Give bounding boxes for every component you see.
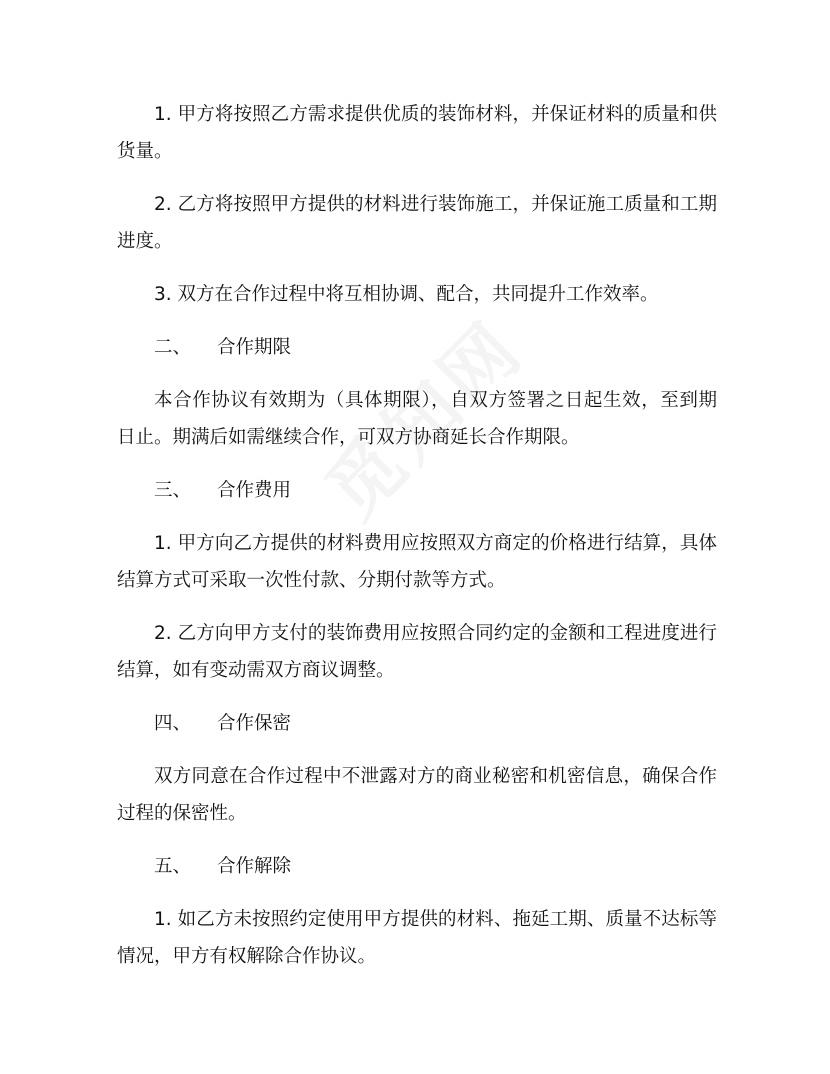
paragraph: 1. 甲方将按照乙方需求提供优质的装饰材料，并保证材料的质量和供货量。: [117, 104, 717, 162]
section-heading: [117, 472, 717, 509]
section-title: 合作期限: [217, 337, 292, 358]
paragraph: 1. 如乙方未按照约定使用甲方提供的材料、拖延工期、质量不达标等情况，甲方有权解除合作协议。: [117, 909, 717, 967]
section-heading: [117, 705, 717, 742]
paragraph: 2. 乙方向甲方支付的装饰费用应按照合同约定的金额和工程进度进行结算，如有变动需双方商议调整。: [117, 623, 717, 681]
section-number: 三、: [154, 480, 192, 501]
paragraph: 2. 乙方将按照甲方提供的材料进行装饰施工，并保证施工质量和工期进度。: [117, 194, 717, 252]
section-title: 合作保密: [217, 713, 292, 734]
paragraph: 本合作协议有效期为（具体期限），自双方签署之日起生效，至到期日止。期满后如需继续合作，可双方协商延长合作期限。: [117, 390, 717, 448]
paragraph: 3. 双方在合作过程中将互相协调、配合，共同提升工作效率。: [154, 284, 659, 305]
section-number: 二、: [154, 337, 192, 358]
section-number: 四、: [154, 713, 192, 734]
section-title: 合作费用: [217, 480, 292, 501]
section-heading: [117, 329, 717, 366]
section-number: 五、: [154, 856, 192, 877]
section-heading: [117, 848, 717, 885]
section-title: 合作解除: [217, 856, 292, 877]
document-body: [117, 96, 717, 991]
paragraph: 1. 甲方向乙方提供的材料费用应按照双方商定的价格进行结算，具体结算方式可采取一次性付款、分期付款等方式。: [117, 533, 717, 591]
paragraph: 双方同意在合作过程中不泄露对方的商业秘密和机密信息，确保合作过程的保密性。: [117, 766, 717, 824]
